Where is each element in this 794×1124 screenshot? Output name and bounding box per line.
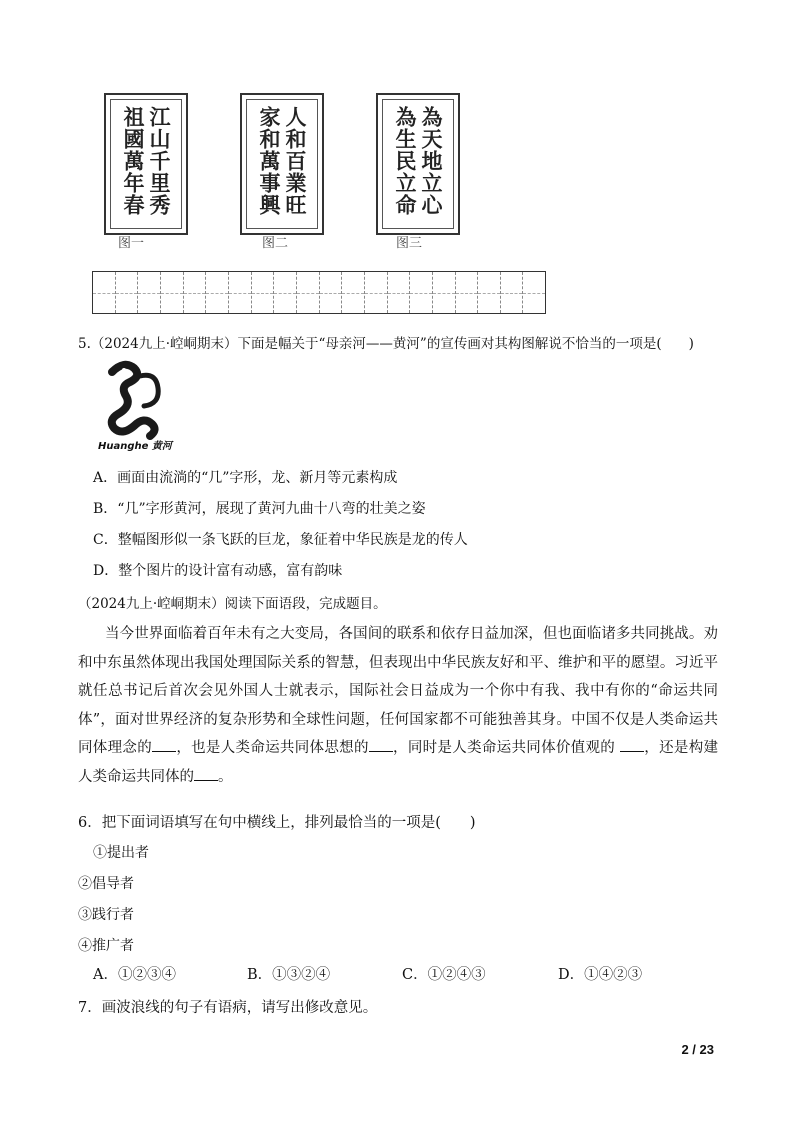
couplet-left: 祖國萬年春 bbox=[121, 106, 146, 216]
passage-intro: （2024九上·崆峒期末）阅读下面语段，完成题目。 bbox=[78, 596, 387, 612]
page-number: 2 / 23 bbox=[681, 1042, 714, 1057]
q6-item-1: ①提出者 bbox=[93, 845, 149, 861]
passage-seg3: ，还是构建人类命运共同体的 bbox=[78, 740, 719, 785]
question-5-stem: 5.（2024九上·崆峒期末）下面是幅关于“母亲河——黄河”的宣传画对其构图解说不恰当的一项是( ) bbox=[78, 336, 694, 352]
q5-option-d[interactable]: D．整个图片的设计富有动感，富有韵味 bbox=[93, 563, 343, 579]
q6-choice-b[interactable]: B．①③②④ bbox=[247, 967, 331, 983]
couplet-left: 為生民立命 bbox=[393, 106, 418, 216]
figure-1-couplet bbox=[104, 93, 188, 235]
figure-3-couplet bbox=[376, 93, 460, 235]
couplet-right: 江山千里秀 bbox=[147, 106, 172, 216]
q5-option-c[interactable]: C．整幅图形似一条飞跃的巨龙，象征着中华民族是龙的传人 bbox=[93, 532, 468, 548]
passage-seg4: 。 bbox=[218, 768, 233, 785]
q5-option-a[interactable]: A．画面由流淌的“几”字形，龙、新月等元素构成 bbox=[93, 470, 398, 486]
q6-choice-a[interactable]: A．①②③④ bbox=[93, 967, 176, 983]
q6-item-3: ③践行者 bbox=[78, 907, 134, 923]
q5-option-b[interactable]: B．“几”字形黄河，展现了黄河九曲十八弯的壮美之姿 bbox=[93, 501, 426, 517]
blank-1[interactable] bbox=[152, 737, 176, 752]
couplet-right: 為天地立心 bbox=[419, 106, 444, 216]
q6-choice-d[interactable]: D．①④②③ bbox=[558, 967, 643, 983]
question-6-stem: 6．把下面词语填写在句中横线上，排列最恰当的一项是( ) bbox=[78, 815, 476, 831]
passage-seg1: ，也是人类命运共同体思想的 bbox=[176, 740, 369, 756]
blank-4[interactable] bbox=[194, 766, 218, 781]
passage-seg2: ，同时是人类命运共同体价值观的 bbox=[392, 740, 620, 756]
figure-2-couplet bbox=[240, 93, 324, 235]
q6-item-2: ②倡导者 bbox=[78, 876, 134, 892]
q6-choice-c[interactable]: C．①②④③ bbox=[402, 967, 486, 983]
figure-1-caption: 图一 bbox=[118, 236, 145, 251]
passage-body bbox=[78, 620, 718, 791]
blank-3[interactable] bbox=[620, 737, 644, 752]
blank-2[interactable] bbox=[369, 737, 393, 752]
passage-text: 当今世界面临着百年未有之大变局，各国间的联系和依存日益加深，但也面临诸多共同挑战。劝和中东虽然体现出我国处理国际关系的智慧，但表现出中华民族友好和平、维护和平的愿望。习近平就任总书记后首次会见外国人士就表示，国际社会日益成为一个你中有我、我中有你的“命运共同体”，面对世界经济的复杂形势和全球性问题，任何国家都不可能独善其身。中国不仅是人类命运共同体理念的 bbox=[78, 626, 718, 756]
figure-2-caption: 图二 bbox=[262, 236, 289, 251]
writing-grid[interactable] bbox=[92, 271, 546, 314]
q6-item-4: ④推广者 bbox=[78, 938, 134, 954]
question-7-stem: 7．画波浪线的句子有语病，请写出修改意见。 bbox=[78, 1000, 378, 1016]
couplet-left: 家和萬事興 bbox=[257, 106, 282, 216]
huanghe-logo-text: Huanghe 黄河 bbox=[98, 441, 172, 452]
couplet-right: 人和百業旺 bbox=[283, 106, 308, 216]
figure-3-caption: 图三 bbox=[396, 236, 423, 251]
